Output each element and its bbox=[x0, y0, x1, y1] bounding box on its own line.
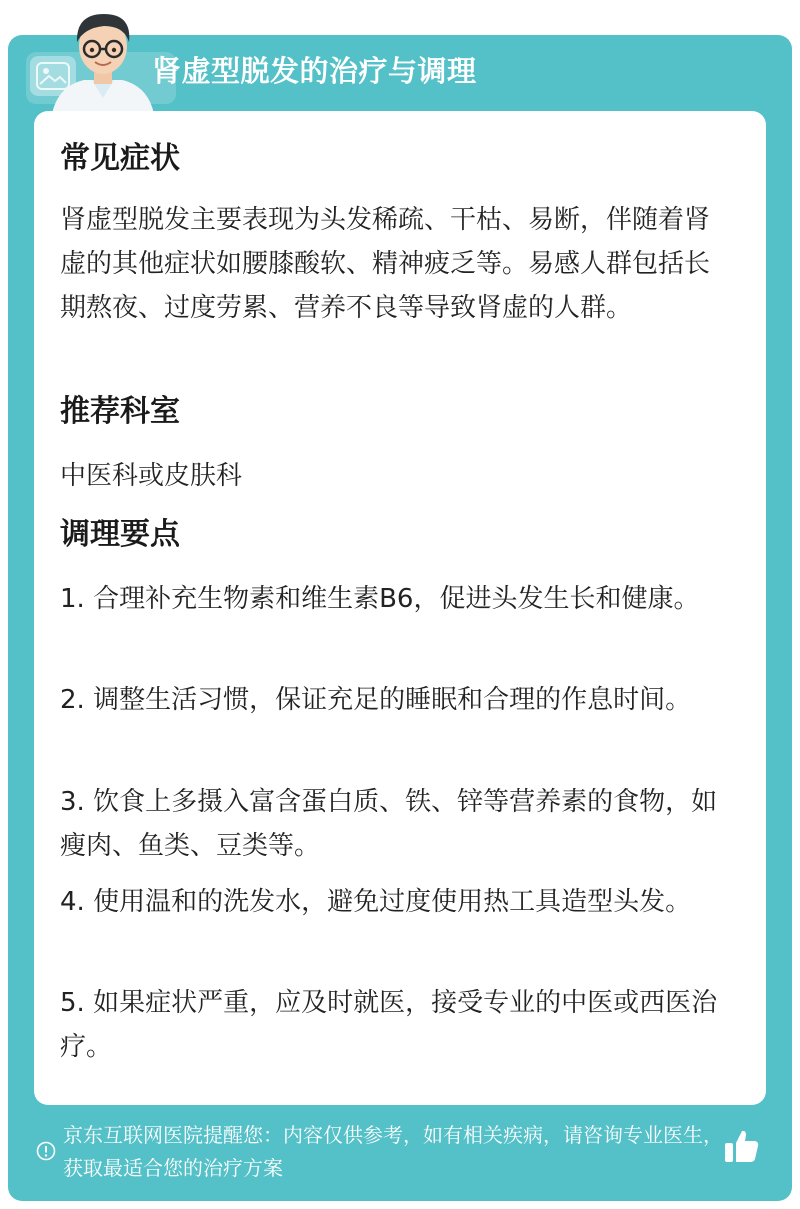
info-icon bbox=[36, 1141, 56, 1165]
care-item-2: 2. 调整生活习惯，保证充足的睡眠和合理的作息时间。 bbox=[60, 685, 692, 715]
care-item-4: 4. 使用温和的洗发水，避免过度使用热工具造型头发。 bbox=[60, 887, 692, 917]
department-heading: 推荐科室 bbox=[60, 394, 180, 429]
care-heading: 调理要点 bbox=[60, 517, 180, 552]
doctor-avatar bbox=[44, 6, 162, 114]
care-item-3: 3. 饮食上多摄入富含蛋白质、铁、锌等营养素的食物，如瘦肉、鱼类、豆类等。 bbox=[60, 787, 718, 861]
footer-disclaimer: 京东互联网医院提醒您：内容仅供参考，如有相关疾病，请咨询专业医生，获取最适合您的治疗方案 bbox=[63, 1123, 723, 1180]
symptoms-text: 肾虚型脱发主要表现为头发稀疏、干枯、易断，伴随着肾虚的其他症状如腰膝酸软、精神疲乏等。易感人群包括长期熬夜、过度劳累、营养不良等导致肾虚的人群。 bbox=[60, 205, 711, 323]
care-item-5: 5. 如果症状严重，应及时就医，接受专业的中医或西医治疗。 bbox=[60, 988, 718, 1062]
page-title: 肾虚型脱发的治疗与调理 bbox=[152, 54, 477, 88]
symptoms-heading: 常见症状 bbox=[60, 141, 180, 176]
care-item-1: 1. 合理补充生物素和维生素B6，促进头发生长和健康。 bbox=[60, 584, 700, 614]
department-text: 中医科或皮肤科 bbox=[60, 461, 243, 491]
thumbs-up-icon[interactable] bbox=[723, 1128, 761, 1168]
